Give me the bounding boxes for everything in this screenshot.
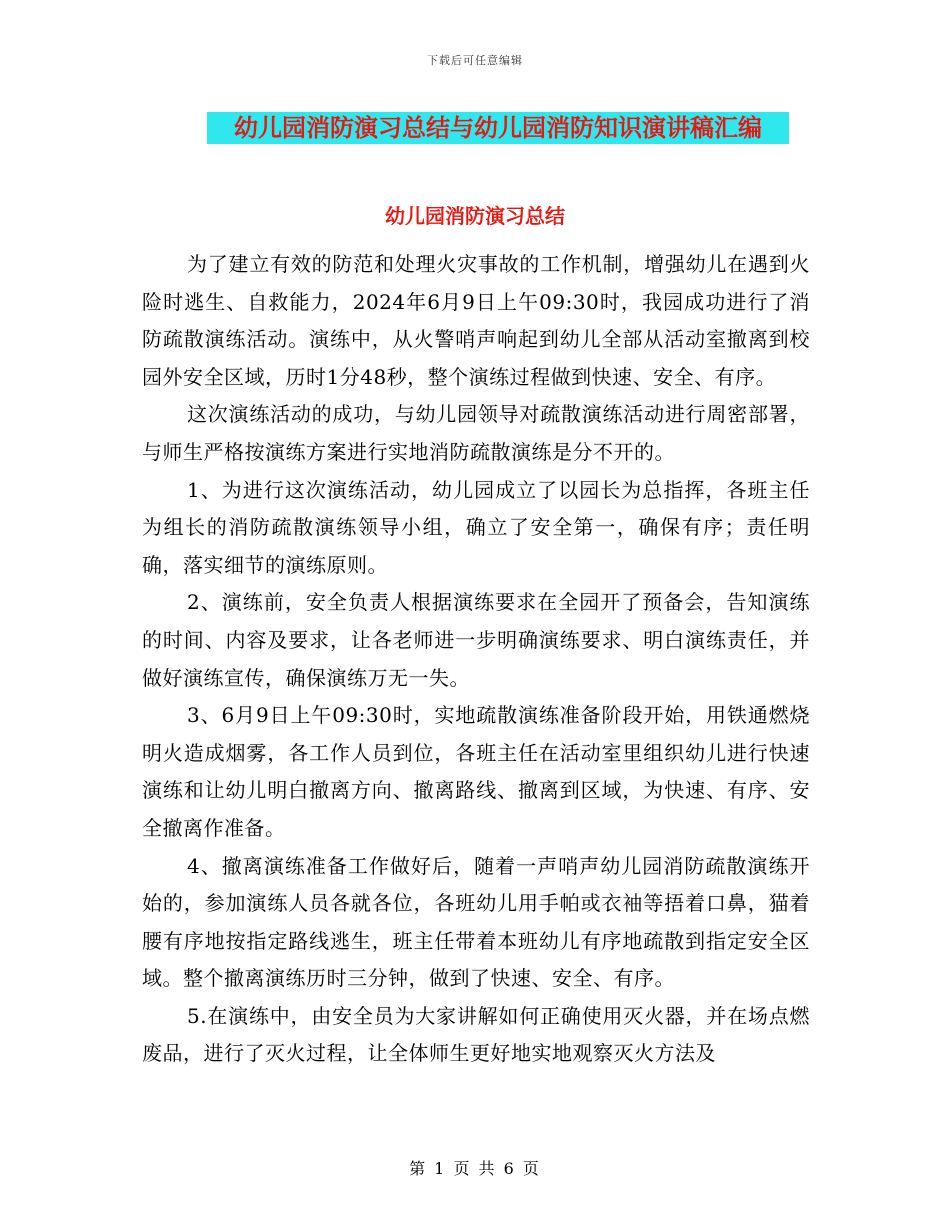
paragraph: 这次演练活动的成功，与幼儿园领导对疏散演练活动进行周密部署，与师生严格按演练方案进行实地消防疏散演练是分不开的。 [142,402,810,464]
paragraph: 1、为进行这次演练活动，幼儿园成立了以园长为总指挥，各班主任为组长的消防疏散演练领导小组，确立了安全第一，确保有序；责任明确，落实细节的演练原则。 [142,477,810,577]
paragraph: 4、撤离演练准备工作做好后，随着一声哨声幼儿园消防疏散演练开始的，参加演练人员各就各位，各班幼儿用手帕或衣袖等捂着口鼻，猫着腰有序地按指定路线逃生，班主任带着本班幼儿有序地疏散到指定安全区域。整个撤离演练历时三分钟，做到了快速、安全、有序。 [142,853,810,991]
paragraph: 5.在演练中，由安全员为大家讲解如何正确使用灭火器，并在场点燃废品，进行了灭火过程，让全体师生更好地实地观察灭火方法及 [142,1003,810,1066]
section-title: 幼儿园消防演习总结 [385,204,565,228]
header-note: 下载后可任意编辑 [427,54,523,67]
paragraph: 3、6月9日上午09:30时，实地疏散演练准备阶段开始，用铁通燃烧明火造成烟雾，各工作人员到位，各班主任在活动室里组织幼儿进行快速演练和让幼儿明白撤离方向、撤离路线、撤离到区域，为快速、有序、安全撤离作准备。 [142,703,810,840]
main-title-highlight [207,112,789,144]
paragraph: 为了建立有效的防范和处理火灾事故的工作机制，增强幼儿在遇到火险时逃生、自救能力，2024年6月9日上午09:30时，我园成功进行了消防疏散演练活动。演练中，从火警哨声响起到幼儿全部从活动室撤离到校园外安全区域，历时1分48秒，整个演练过程做到快速、安全、有序。 [142,252,810,389]
paragraph: 2、演练前，安全负责人根据演练要求在全园开了预备会，告知演练的时间、内容及要求，让各老师进一步明确演练要求、明白演练责任，并做好演练宣传，确保演练万无一失。 [142,590,810,690]
body-text [142,246,810,1073]
main-title: 幼儿园消防演习总结与幼儿园消防知识演讲稿汇编 [234,114,762,142]
page-footer: 第 1 页 共 6 页 [409,1159,541,1178]
